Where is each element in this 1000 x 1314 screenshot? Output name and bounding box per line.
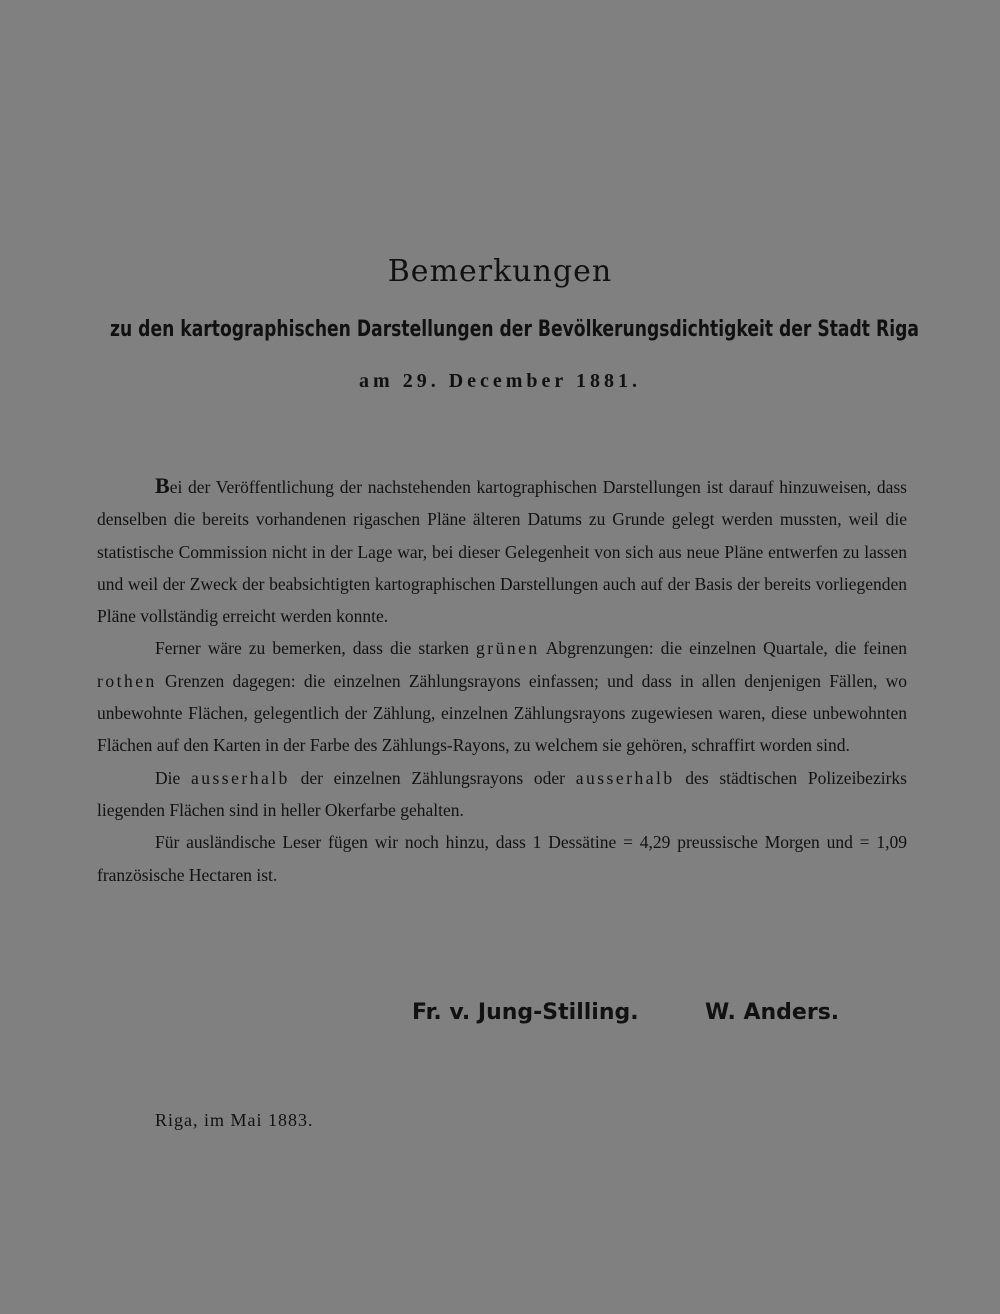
paragraph-1 (97, 470, 907, 632)
document-subtitle: zu den kartographischen Darstellungen der Bevölkerungsdichtigkeit der Stadt Riga (110, 317, 919, 342)
paragraph-3-part-3: des städtischen Polizeibezirks liegenden Flächen sind in heller Okerfarbe gehalten. (97, 767, 907, 820)
emphasis-rothen: rothen (97, 670, 157, 691)
document-title: Bemerkungen (387, 254, 613, 289)
paragraph-3-part-2: der einzelnen Zählungsrayons oder (289, 767, 576, 788)
body-text (97, 470, 907, 891)
paragraph-3-part-1: Die (155, 767, 191, 788)
place-and-date: Riga, im Mai 1883. (155, 1110, 314, 1130)
signatures (0, 1000, 1000, 1040)
signature-jung-stilling: Fr. v. Jung-Stilling. (412, 1000, 639, 1025)
emphasis-gruenen: grünen (476, 638, 540, 659)
signature-anders: W. Anders. (705, 1000, 840, 1025)
emphasis-ausserhalb-1: ausserhalb (190, 767, 290, 788)
emphasis-ausserhalb-2: ausserhalb (575, 767, 675, 788)
dropcap-letter: B (155, 473, 170, 498)
paragraph-4: Für ausländische Leser fügen wir noch hinzu, dass 1 Dessätine = 4,29 preussische Morgen und = 1,09 französische Hectaren ist. (97, 832, 907, 885)
document-date-line: am 29. December 1881. (359, 370, 641, 392)
paragraph-2-part-2: Abgrenzungen: die einzelnen Quartale, die feinen (539, 638, 907, 659)
paragraph-3 (97, 762, 907, 827)
paragraph-2-part-3: Grenzen dagegen: die einzelnen Zählungsrayons einfassen; und dass in allen denjenigen Fällen, wo unbewohnte Flächen, gelegentlich der Zählung, einzelnen Zählungsrayons zugewiesen waren, diese unbewohnten Flächen auf den Karten in der Farbe des Zählungs-Rayons, zu welchem sie gehören, schraffirt worden sind. (97, 670, 907, 756)
paragraph-1-text: ei der Veröffentlichung der nachstehenden kartographischen Darstellungen ist darauf hinzuweisen, dass denselben die bereits vorhandenen rigaschen Pläne älteren Datums zu Grunde gelegt werden mussten, weil die statistische Commission nicht in der Lage war, bei dieser Gelegenheit von sich aus neue Pläne entwerfen zu lassen und weil der Zweck der beabsichtigten kartographischen Darstellungen auch auf der Basis der bereits vorliegenden Pläne vollständig erreicht werden konnte. (97, 477, 907, 627)
paragraph-2-part-1: Ferner wäre zu bemerken, dass die starken (155, 638, 476, 659)
paragraph-2 (97, 632, 907, 761)
